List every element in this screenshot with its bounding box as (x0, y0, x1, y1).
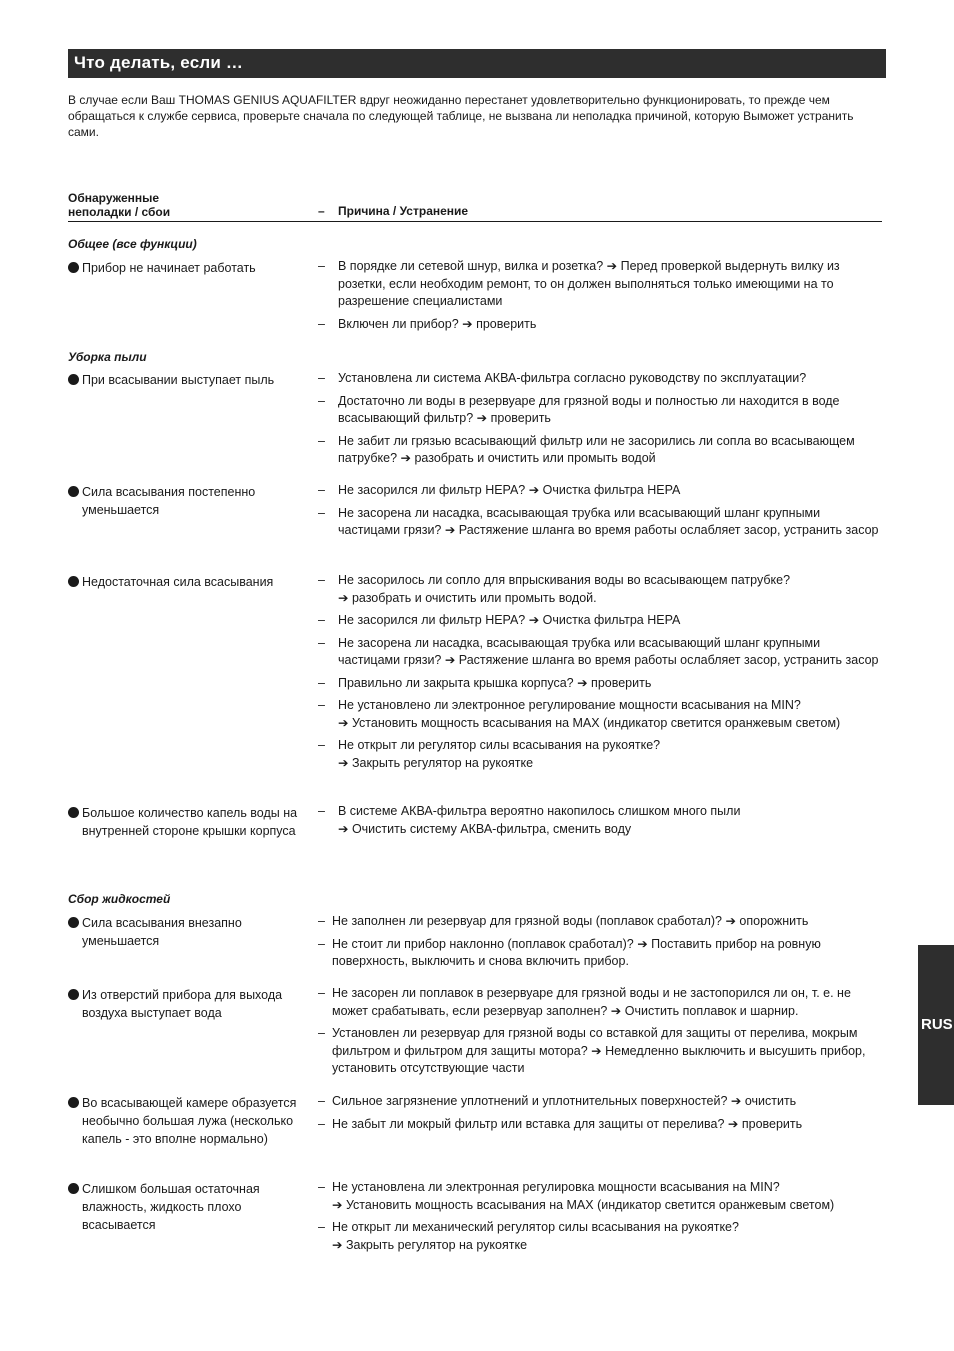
cause-item (318, 370, 884, 388)
cause-item (318, 1116, 888, 1134)
problem-label: Недостаточная сила всасывания (82, 575, 274, 589)
problem-label: Сила всасывания внезапно уменьшается (82, 916, 242, 948)
cause-item (318, 612, 884, 630)
problem-item (68, 483, 304, 519)
bullet-icon (68, 989, 79, 1000)
table-header-causes (318, 205, 468, 219)
dash-icon: – (318, 483, 325, 497)
table-header-problems-line2: неполадки / сбои (68, 204, 171, 219)
cause-text: Не засорена ли насадка, всасывающая трубка или всасывающий шланг крупными частицами грязи? ➔ Растяжение шланга во время работы ослабляет засор, устранить засор (338, 635, 879, 667)
problem-item (68, 573, 304, 591)
language-tab (918, 945, 954, 1105)
cause-text: Правильно ли закрыта крышка корпуса? ➔ проверить (338, 675, 652, 690)
dash-icon: – (318, 986, 325, 1000)
cause-text: В системе АКВА-фильтра вероятно накопилось слишком много пыли ➔ Очистить систему АКВА-фильтра, сменить воду (338, 804, 741, 836)
cause-text: В порядке ли сетевой шнур, вилка и розетка? ➔ Перед проверкой выдернуть вилку из розетки, если необходим ремонт, то он должен выполняться только имеющими на то разрешение специалистами (338, 259, 840, 308)
dash-icon: – (318, 914, 325, 928)
language-tab-label: RUS (921, 1016, 953, 1033)
cause-text: Не заполнен ли резервуар для грязной воды (поплавок сработал)? ➔ опорожнить (332, 914, 809, 928)
problem-label: Из отверстий прибора для выхода воздуха выступает вода (82, 988, 283, 1020)
problem-item (68, 914, 304, 950)
problem-item (68, 1094, 304, 1148)
dash-icon: – (318, 505, 325, 520)
dash-icon: – (318, 393, 325, 408)
problem-label: Сила всасывания постепенно уменьшается (82, 485, 256, 517)
bullet-icon (68, 374, 79, 385)
cause-list (318, 803, 884, 843)
problem-item (68, 986, 304, 1022)
cause-item (318, 1093, 888, 1111)
problem-item (68, 804, 304, 840)
cause-text: Не открыт ли регулятор силы всасывания на рукоятке? ➔ Закрыть регулятор на рукоятке (338, 738, 661, 770)
cause-list (318, 572, 884, 777)
cause-text: Не установлено ли электронное регулирование мощности всасывания на MIN? ➔ Установить мощность всасывания на MAX (индикатор светится оранжевым светом) (338, 698, 841, 730)
cause-item (318, 1025, 888, 1078)
table-header-rule (68, 221, 882, 222)
problem-item (68, 259, 304, 277)
bullet-icon (68, 486, 79, 497)
dash-icon: – (318, 738, 325, 752)
page-title-bar (68, 49, 886, 78)
dash-icon: – (318, 613, 325, 627)
bullet-icon (68, 807, 79, 818)
cause-list (318, 985, 888, 1083)
cause-item (318, 572, 884, 607)
page-title: Что делать, если … (74, 53, 244, 72)
cause-item (318, 1179, 888, 1214)
problem-label: При всасывании выступает пыль (82, 373, 275, 387)
cause-text: Не забит ли грязью всасывающий фильтр или не засорились ли сопла во всасывающем патрубке? ➔ разобрать и очистить или промыть водой (338, 433, 855, 465)
cause-text: Не засорился ли фильтр HEPA? ➔ Очистка фильтра HEPA (338, 483, 681, 497)
bullet-icon (68, 1097, 79, 1108)
dash-icon: – (318, 675, 325, 690)
cause-item (318, 737, 884, 772)
table-header-causes-label: Причина / Устранение (338, 204, 469, 218)
cause-item (318, 675, 884, 693)
cause-item (318, 433, 884, 468)
dash-icon: – (318, 936, 325, 951)
problem-label: Прибор не начинает работать (82, 261, 256, 275)
cause-list (318, 370, 884, 473)
problem-item (68, 371, 304, 389)
cause-list (318, 258, 884, 338)
cause-item (318, 258, 884, 311)
problem-label: Во всасывающей камере образуется необычно большая лужа (несколько капель - это вполне нормально) (82, 1096, 297, 1146)
cause-text: Не открыт ли механический регулятор силы всасывания на рукоятке? ➔ Закрыть регулятор на рукоятке (332, 1220, 739, 1252)
dash-icon: – (318, 804, 325, 818)
cause-text: Не установлена ли электронная регулировка мощности всасывания на MIN? ➔ Установить мощность всасывания на MAX (индикатор светится оранжевым светом) (332, 1180, 835, 1212)
table-header-dash: – (318, 204, 325, 218)
dash-icon: – (318, 1180, 325, 1194)
cause-text: Не стоит ли прибор наклонно (поплавок сработал)? ➔ Поставить прибор на ровную поверхность, выключить и снова включить прибор. (332, 936, 821, 968)
dash-icon: – (318, 635, 325, 650)
section-title-dust-cleaning: Уборка пыли (68, 350, 147, 364)
cause-list (318, 482, 884, 545)
bullet-icon (68, 1183, 79, 1194)
dash-icon: – (318, 371, 325, 385)
dash-icon: – (318, 316, 325, 331)
dash-icon: – (318, 1026, 325, 1040)
cause-item (318, 316, 884, 334)
cause-item (318, 936, 888, 971)
dash-icon: – (318, 1116, 325, 1131)
cause-text: Достаточно ли воды в резервуаре для грязной воды и полностью ли находится в воде всасывающий фильтр? ➔ проверить (338, 393, 840, 425)
dash-icon: – (318, 1094, 325, 1108)
cause-item (318, 1219, 888, 1254)
cause-list (318, 1179, 888, 1259)
section-title-liquid-pickup: Сбор жидкостей (68, 892, 171, 906)
cause-item (318, 482, 884, 500)
cause-item (318, 697, 884, 732)
cause-text: Не засорен ли поплавок в резервуаре для грязной воды и не застопорился ли он, т. е. не может срабатывать, если резервуар заполнен? ➔ Очистить поплавок и шарнир. (332, 986, 851, 1018)
cause-item (318, 393, 884, 428)
dash-icon: – (318, 1220, 325, 1234)
problem-label: Слишком большая остаточная влажность, жидкость плохо всасывается (82, 1182, 260, 1232)
cause-item (318, 635, 884, 670)
cause-text: Установлена ли система АКВА-фильтра согласно руководству по эксплуатации? (338, 371, 807, 385)
cause-text: Включен ли прибор? ➔ проверить (338, 316, 537, 331)
problem-item (68, 1180, 304, 1234)
cause-text: Не забыт ли мокрый фильтр или вставка для защиты от перелива? ➔ проверить (332, 1116, 803, 1131)
cause-text: Установлен ли резервуар для грязной воды со вставкой для защиты от перелива, мокрым фильтром и фильтром для защиты мотора? ➔ Немедленно выключить и высушить прибор, установить отсутствующие части (332, 1026, 866, 1075)
dash-icon: – (318, 259, 325, 273)
bullet-icon (68, 917, 79, 928)
cause-item (318, 913, 888, 931)
cause-item (318, 803, 884, 838)
cause-text: Не засорена ли насадка, всасывающая трубка или всасывающий шланг крупными частицами грязи? ➔ Растяжение шланга во время работы ослабляет засор, устранить засор (338, 505, 879, 537)
table-header-problems (68, 192, 268, 219)
table-header-problems-line1: Обнаруженные (68, 191, 160, 205)
dash-icon: – (318, 573, 325, 587)
dash-icon: – (318, 433, 325, 448)
dash-icon: – (318, 698, 325, 712)
cause-item (318, 505, 884, 540)
cause-item (318, 985, 888, 1020)
bullet-icon (68, 576, 79, 587)
problem-label: Большое количество капель воды на внутренней стороне крышки корпуса (82, 806, 298, 838)
cause-list (318, 913, 888, 976)
cause-text: Не засорилось ли сопло для впрыскивания воды во всасывающем патрубке? ➔ разобрать и очистить или промыть водой. (338, 573, 791, 605)
cause-text: Не засорился ли фильтр HEPA? ➔ Очистка фильтра HEPA (338, 613, 681, 627)
section-title-general: Общее (все функции) (68, 237, 197, 251)
intro-paragraph: В случае если Ваш THOMAS GENIUS AQUAFILTER вдруг неожиданно перестанет удовлетворительно функционировать, то прежде чем обращаться к службе сервиса, проверьте сначала по следующей таблице, не вызвана ли неполадка причиной, которую Выможет устранить сами. (68, 93, 854, 139)
cause-list (318, 1093, 888, 1138)
bullet-icon (68, 262, 79, 273)
cause-text: Сильное загрязнение уплотнений и уплотнительных поверхностей? ➔ очистить (332, 1094, 797, 1108)
